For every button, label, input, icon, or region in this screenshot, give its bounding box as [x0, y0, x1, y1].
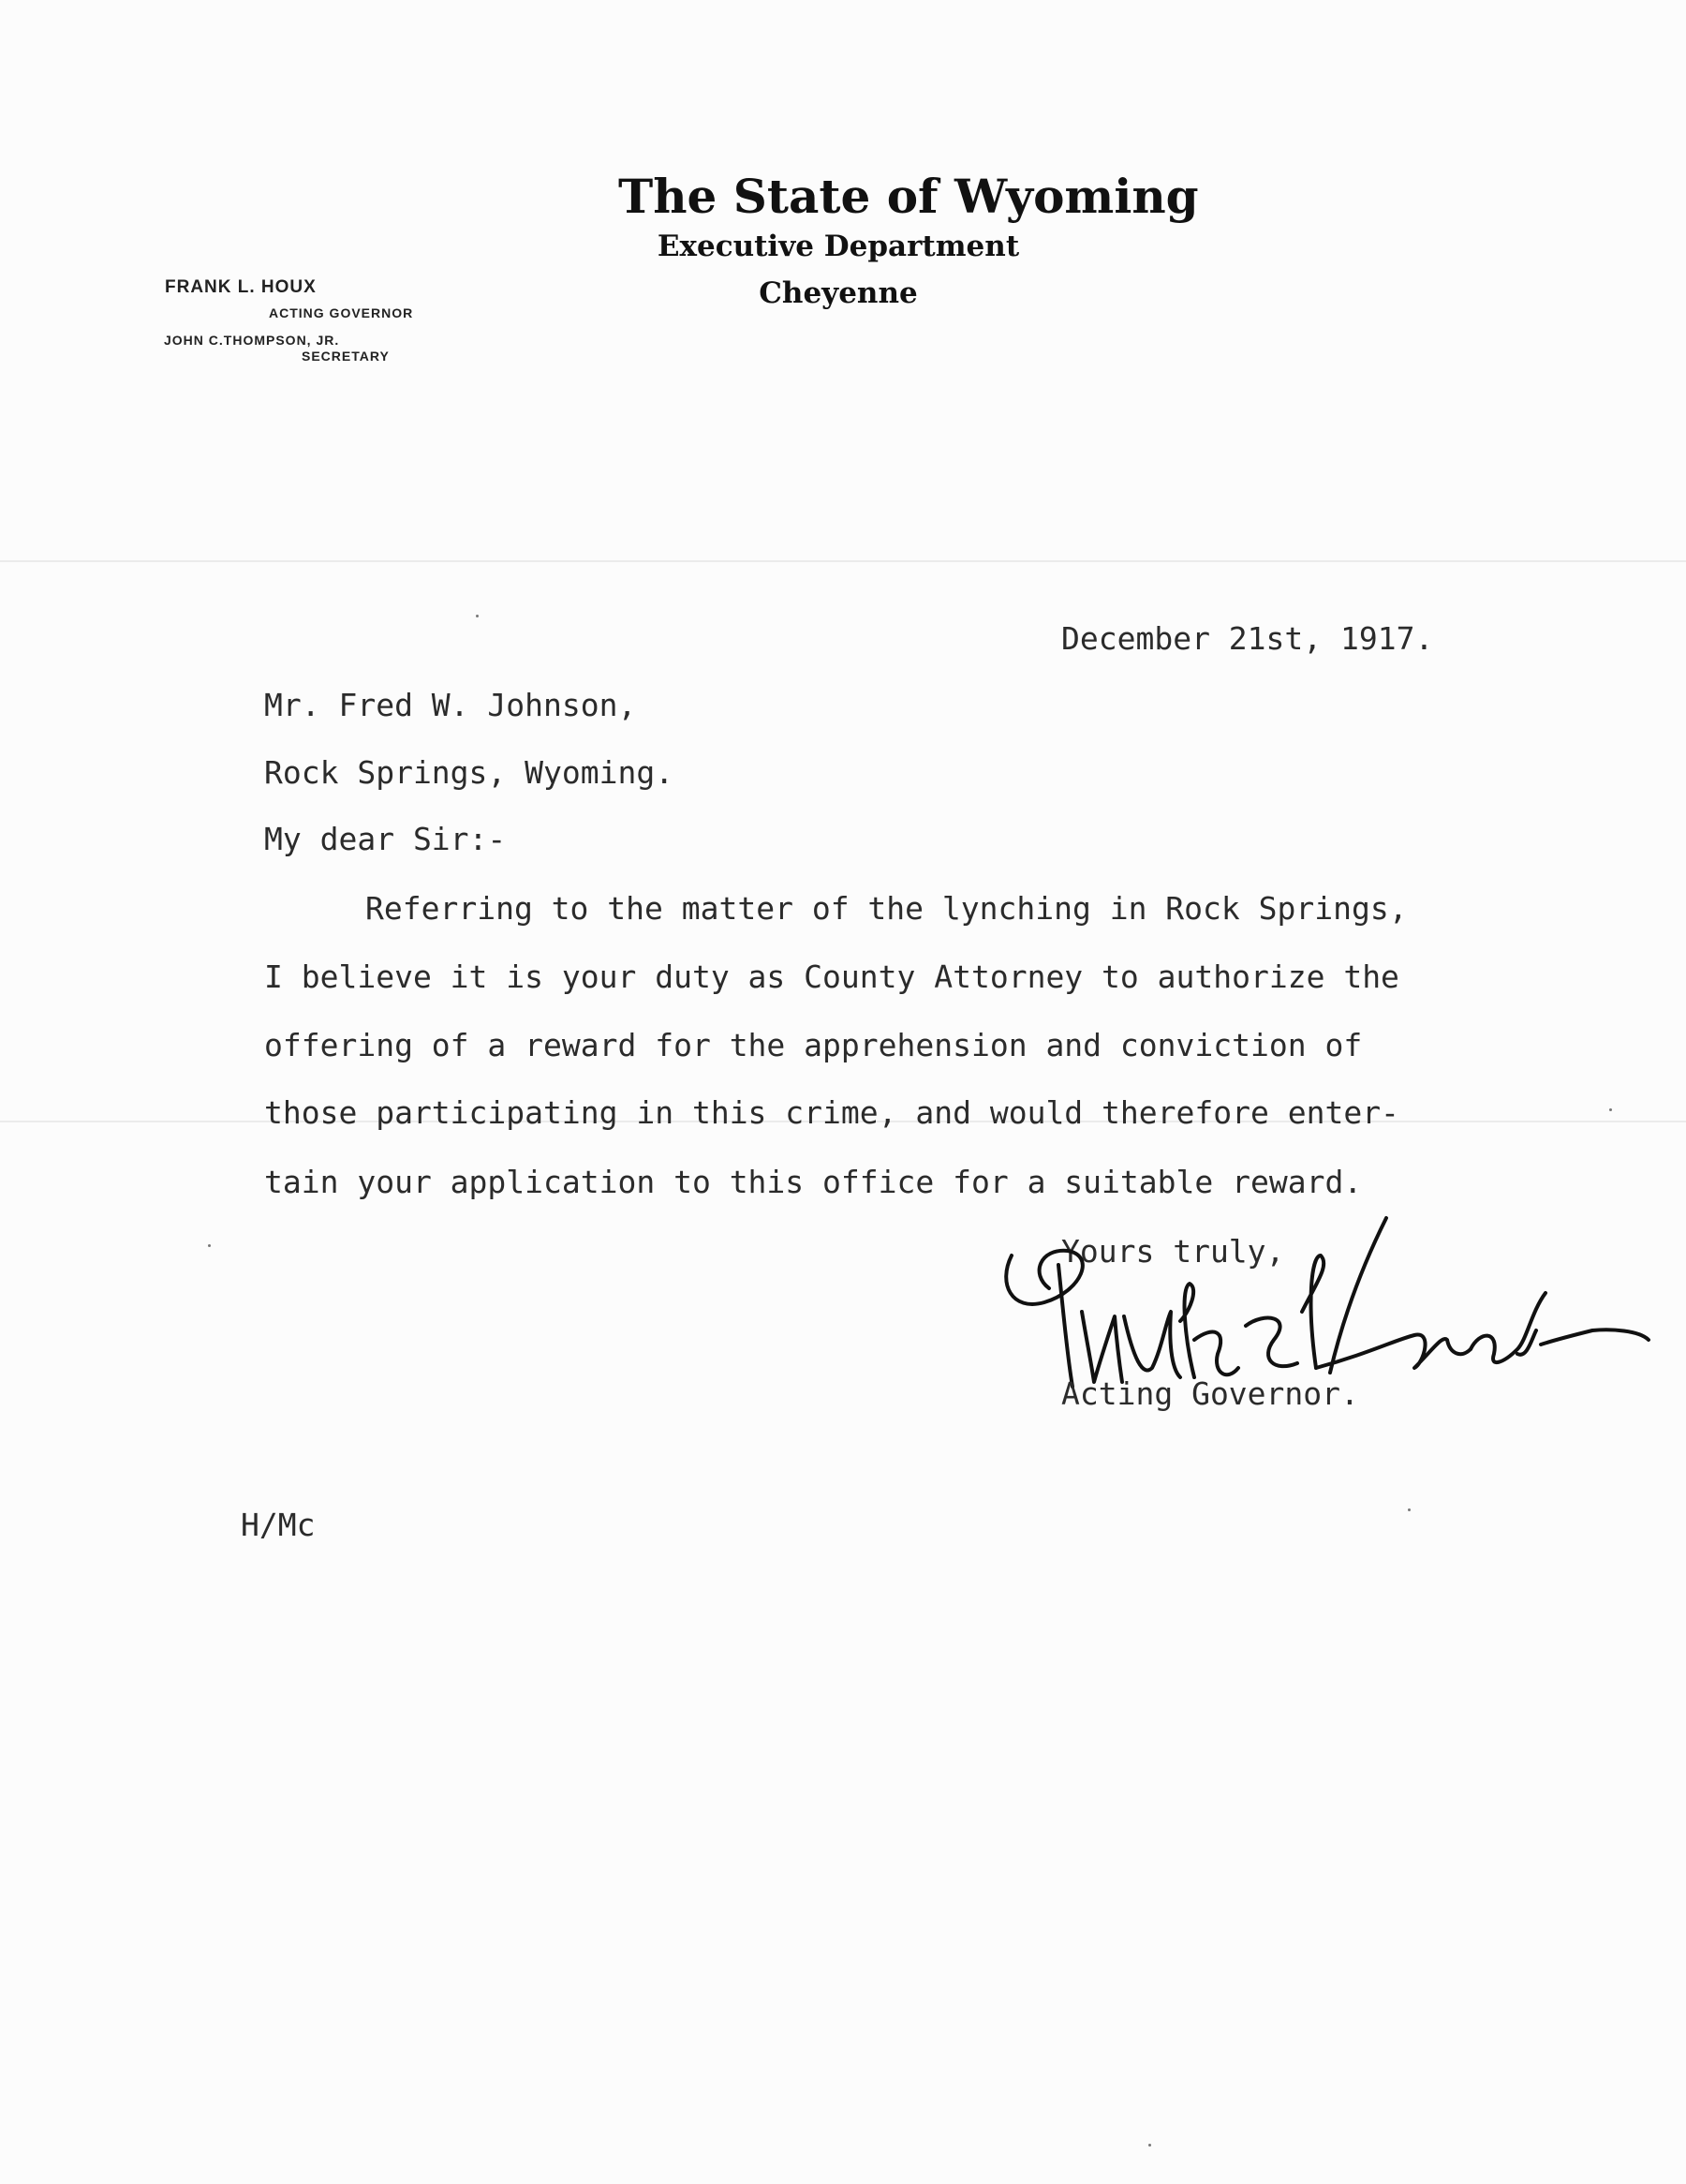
letter-date: December 21st, 1917.	[1061, 620, 1434, 657]
paper-speck	[476, 615, 479, 617]
paper-speck	[1408, 1508, 1411, 1511]
recipient-address: Rock Springs, Wyoming.	[264, 754, 674, 791]
paper-speck	[208, 1244, 211, 1247]
body-line: Referring to the matter of the lynching in Rock Springs,	[365, 890, 1408, 927]
signer-title: Acting Governor.	[1061, 1375, 1359, 1412]
recipient-name: Mr. Fred W. Johnson,	[264, 687, 637, 723]
body-line: I believe it is your duty as County Attorney to authorize the	[264, 958, 1399, 995]
body-line: those participating in this crime, and would therefore enter-	[264, 1094, 1399, 1131]
governor-name: FRANK L. HOUX	[165, 277, 317, 297]
paper-speck	[1609, 1108, 1612, 1111]
secretary-name: JOHN C.THOMPSON, JR.	[164, 333, 340, 348]
closing: Yours truly,	[1061, 1233, 1285, 1270]
letterhead-title: The State of Wyoming	[618, 169, 1199, 224]
body-line: offering of a reward for the apprehension and conviction of	[264, 1027, 1363, 1063]
letterhead-department: Executive Department	[657, 230, 1020, 263]
reference-initials: H/Mc	[241, 1507, 316, 1543]
salutation: My dear Sir:-	[264, 821, 507, 857]
paper-speck	[1148, 2144, 1151, 2147]
letterhead-city: Cheyenne	[759, 276, 918, 310]
body-line: tain your application to this office for a suitable reward.	[264, 1164, 1363, 1200]
secretary-title: SECRETARY	[302, 349, 390, 364]
paper-fold-line	[0, 560, 1686, 562]
governor-title: ACTING GOVERNOR	[269, 305, 414, 320]
